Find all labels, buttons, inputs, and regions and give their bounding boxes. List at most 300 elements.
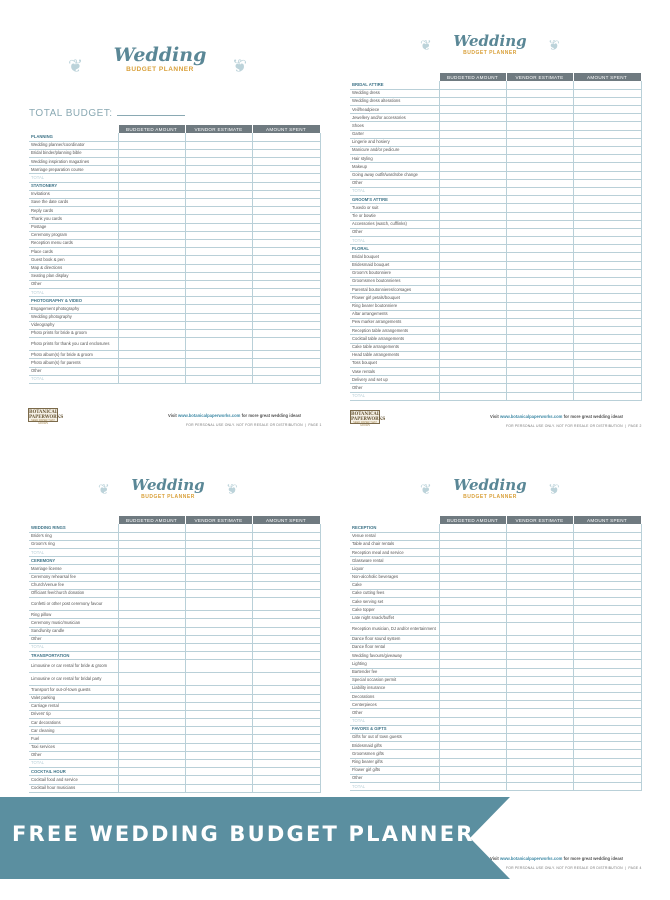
amount-cell[interactable] (118, 694, 185, 702)
amount-cell[interactable] (118, 256, 185, 264)
amount-cell[interactable] (185, 367, 252, 375)
amount-cell[interactable] (118, 289, 185, 297)
amount-cell[interactable] (439, 622, 506, 635)
amount-cell[interactable] (252, 367, 320, 375)
amount-cell[interactable] (252, 248, 320, 256)
amount-cell[interactable] (252, 652, 320, 660)
amount-cell[interactable] (118, 532, 185, 540)
amount-cell[interactable] (439, 652, 506, 660)
amount-cell[interactable] (506, 245, 573, 253)
amount-cell[interactable] (439, 540, 506, 548)
amount-cell[interactable] (185, 190, 252, 198)
amount-cell[interactable] (573, 532, 641, 540)
amount-cell[interactable] (118, 248, 185, 256)
amount-cell[interactable] (118, 702, 185, 710)
amount-cell[interactable] (439, 204, 506, 212)
amount-cell[interactable] (506, 392, 573, 400)
amount-cell[interactable] (439, 643, 506, 651)
amount-cell[interactable] (185, 719, 252, 727)
amount-cell[interactable] (506, 114, 573, 122)
amount-cell[interactable] (439, 286, 506, 294)
amount-cell[interactable] (506, 384, 573, 392)
amount-cell[interactable] (185, 359, 252, 367)
amount-cell[interactable] (185, 133, 252, 141)
amount-cell[interactable] (506, 717, 573, 725)
amount-cell[interactable] (185, 751, 252, 759)
amount-cell[interactable] (118, 524, 185, 532)
amount-cell[interactable] (252, 375, 320, 383)
amount-cell[interactable] (252, 351, 320, 359)
amount-cell[interactable] (252, 158, 320, 166)
amount-cell[interactable] (185, 532, 252, 540)
amount-cell[interactable] (573, 668, 641, 676)
amount-cell[interactable] (506, 318, 573, 326)
amount-cell[interactable] (573, 278, 641, 286)
amount-cell[interactable] (573, 97, 641, 105)
amount-cell[interactable] (439, 734, 506, 742)
amount-cell[interactable] (439, 253, 506, 261)
amount-cell[interactable] (573, 114, 641, 122)
amount-cell[interactable] (185, 598, 252, 611)
amount-cell[interactable] (118, 239, 185, 247)
amount-cell[interactable] (252, 182, 320, 190)
amount-cell[interactable] (506, 532, 573, 540)
amount-cell[interactable] (118, 540, 185, 548)
amount-cell[interactable] (118, 321, 185, 329)
amount-cell[interactable] (439, 237, 506, 245)
amount-cell[interactable] (506, 524, 573, 532)
amount-cell[interactable] (573, 581, 641, 589)
amount-cell[interactable] (252, 166, 320, 174)
amount-cell[interactable] (118, 297, 185, 305)
amount-cell[interactable] (573, 606, 641, 614)
amount-cell[interactable] (118, 710, 185, 718)
amount-cell[interactable] (118, 619, 185, 627)
amount-cell[interactable] (252, 272, 320, 280)
amount-cell[interactable] (506, 335, 573, 343)
amount-cell[interactable] (439, 376, 506, 384)
amount-cell[interactable] (118, 735, 185, 743)
amount-cell[interactable] (573, 351, 641, 359)
amount-cell[interactable] (185, 305, 252, 313)
amount-cell[interactable] (439, 693, 506, 701)
amount-cell[interactable] (439, 89, 506, 97)
amount-cell[interactable] (439, 368, 506, 376)
amount-cell[interactable] (573, 758, 641, 766)
amount-cell[interactable] (506, 269, 573, 277)
amount-cell[interactable] (573, 204, 641, 212)
amount-cell[interactable] (185, 710, 252, 718)
amount-cell[interactable] (573, 783, 641, 791)
amount-cell[interactable] (118, 760, 185, 768)
amount-cell[interactable] (439, 327, 506, 335)
amount-cell[interactable] (506, 573, 573, 581)
amount-cell[interactable] (506, 179, 573, 187)
amount-cell[interactable] (573, 384, 641, 392)
amount-cell[interactable] (252, 751, 320, 759)
amount-cell[interactable] (252, 776, 320, 784)
amount-cell[interactable] (573, 187, 641, 195)
amount-cell[interactable] (573, 130, 641, 138)
amount-cell[interactable] (506, 196, 573, 204)
amount-cell[interactable] (252, 256, 320, 264)
amount-cell[interactable] (185, 581, 252, 589)
amount-cell[interactable] (185, 280, 252, 288)
amount-cell[interactable] (118, 635, 185, 643)
amount-cell[interactable] (185, 619, 252, 627)
amount-cell[interactable] (573, 171, 641, 179)
amount-cell[interactable] (439, 294, 506, 302)
amount-cell[interactable] (118, 590, 185, 598)
amount-cell[interactable] (573, 643, 641, 651)
amount-cell[interactable] (506, 204, 573, 212)
amount-cell[interactable] (118, 330, 185, 338)
amount-cell[interactable] (573, 147, 641, 155)
amount-cell[interactable] (439, 549, 506, 557)
amount-cell[interactable] (185, 540, 252, 548)
amount-cell[interactable] (252, 619, 320, 627)
amount-cell[interactable] (118, 367, 185, 375)
amount-cell[interactable] (252, 338, 320, 351)
amount-cell[interactable] (573, 335, 641, 343)
amount-cell[interactable] (185, 694, 252, 702)
amount-cell[interactable] (118, 581, 185, 589)
amount-cell[interactable] (439, 318, 506, 326)
amount-cell[interactable] (252, 565, 320, 573)
amount-cell[interactable] (439, 581, 506, 589)
amount-cell[interactable] (573, 106, 641, 114)
amount-cell[interactable] (573, 725, 641, 733)
amount-cell[interactable] (118, 727, 185, 735)
amount-cell[interactable] (185, 776, 252, 784)
amount-cell[interactable] (506, 742, 573, 750)
amount-cell[interactable] (118, 264, 185, 272)
amount-cell[interactable] (185, 272, 252, 280)
amount-cell[interactable] (573, 81, 641, 89)
amount-cell[interactable] (439, 187, 506, 195)
amount-cell[interactable] (439, 261, 506, 269)
amount-cell[interactable] (118, 652, 185, 660)
amount-cell[interactable] (252, 694, 320, 702)
amount-cell[interactable] (506, 212, 573, 220)
amount-cell[interactable] (573, 179, 641, 187)
amount-cell[interactable] (439, 774, 506, 782)
amount-cell[interactable] (506, 652, 573, 660)
amount-cell[interactable] (573, 622, 641, 635)
amount-cell[interactable] (118, 751, 185, 759)
amount-cell[interactable] (439, 114, 506, 122)
amount-cell[interactable] (573, 565, 641, 573)
amount-cell[interactable] (573, 359, 641, 367)
amount-cell[interactable] (252, 532, 320, 540)
amount-cell[interactable] (252, 199, 320, 207)
amount-cell[interactable] (439, 750, 506, 758)
amount-cell[interactable] (506, 81, 573, 89)
amount-cell[interactable] (573, 122, 641, 130)
amount-cell[interactable] (439, 392, 506, 400)
amount-cell[interactable] (439, 138, 506, 146)
amount-cell[interactable] (506, 351, 573, 359)
amount-cell[interactable] (185, 321, 252, 329)
amount-cell[interactable] (506, 106, 573, 114)
amount-cell[interactable] (506, 138, 573, 146)
amount-cell[interactable] (573, 684, 641, 692)
amount-cell[interactable] (118, 719, 185, 727)
amount-cell[interactable] (252, 743, 320, 751)
amount-cell[interactable] (185, 643, 252, 651)
amount-cell[interactable] (573, 138, 641, 146)
amount-cell[interactable] (439, 660, 506, 668)
amount-cell[interactable] (185, 351, 252, 359)
amount-cell[interactable] (185, 158, 252, 166)
amount-cell[interactable] (118, 338, 185, 351)
amount-cell[interactable] (506, 302, 573, 310)
amount-cell[interactable] (439, 614, 506, 622)
amount-cell[interactable] (185, 264, 252, 272)
amount-cell[interactable] (573, 614, 641, 622)
amount-cell[interactable] (573, 220, 641, 228)
amount-cell[interactable] (506, 734, 573, 742)
amount-cell[interactable] (118, 305, 185, 313)
amount-cell[interactable] (252, 660, 320, 673)
amount-cell[interactable] (506, 253, 573, 261)
amount-cell[interactable] (573, 734, 641, 742)
amount-cell[interactable] (439, 532, 506, 540)
amount-cell[interactable] (573, 701, 641, 709)
amount-cell[interactable] (439, 598, 506, 606)
amount-cell[interactable] (252, 719, 320, 727)
amount-cell[interactable] (185, 289, 252, 297)
amount-cell[interactable] (118, 549, 185, 557)
amount-cell[interactable] (506, 701, 573, 709)
amount-cell[interactable] (252, 735, 320, 743)
amount-cell[interactable] (252, 141, 320, 149)
amount-cell[interactable] (506, 155, 573, 163)
amount-cell[interactable] (185, 239, 252, 247)
amount-cell[interactable] (573, 590, 641, 598)
amount-cell[interactable] (118, 174, 185, 182)
amount-cell[interactable] (185, 207, 252, 215)
amount-cell[interactable] (506, 310, 573, 318)
amount-cell[interactable] (185, 141, 252, 149)
amount-cell[interactable] (573, 709, 641, 717)
amount-cell[interactable] (439, 122, 506, 130)
amount-cell[interactable] (439, 196, 506, 204)
amount-cell[interactable] (252, 239, 320, 247)
amount-cell[interactable] (439, 359, 506, 367)
amount-cell[interactable] (506, 163, 573, 171)
amount-cell[interactable] (573, 717, 641, 725)
amount-cell[interactable] (439, 524, 506, 532)
amount-cell[interactable] (118, 673, 185, 686)
amount-cell[interactable] (506, 228, 573, 236)
amount-cell[interactable] (185, 174, 252, 182)
amount-cell[interactable] (252, 359, 320, 367)
amount-cell[interactable] (506, 327, 573, 335)
amount-cell[interactable] (185, 549, 252, 557)
amount-cell[interactable] (252, 540, 320, 548)
footer-url[interactable]: www.botanicalpaperworks.com (499, 856, 563, 861)
amount-cell[interactable] (439, 269, 506, 277)
amount-cell[interactable] (185, 166, 252, 174)
amount-cell[interactable] (506, 171, 573, 179)
amount-cell[interactable] (252, 686, 320, 694)
amount-cell[interactable] (118, 557, 185, 565)
amount-cell[interactable] (439, 606, 506, 614)
amount-cell[interactable] (252, 207, 320, 215)
amount-cell[interactable] (573, 196, 641, 204)
amount-cell[interactable] (252, 611, 320, 619)
amount-cell[interactable] (185, 784, 252, 792)
amount-cell[interactable] (252, 190, 320, 198)
amount-cell[interactable] (185, 215, 252, 223)
amount-cell[interactable] (439, 565, 506, 573)
amount-cell[interactable] (185, 590, 252, 598)
amount-cell[interactable] (506, 565, 573, 573)
amount-cell[interactable] (506, 343, 573, 351)
amount-cell[interactable] (573, 652, 641, 660)
amount-cell[interactable] (573, 660, 641, 668)
amount-cell[interactable] (185, 231, 252, 239)
amount-cell[interactable] (573, 774, 641, 782)
amount-cell[interactable] (439, 725, 506, 733)
amount-cell[interactable] (118, 776, 185, 784)
amount-cell[interactable] (118, 768, 185, 776)
amount-cell[interactable] (185, 573, 252, 581)
amount-cell[interactable] (118, 199, 185, 207)
amount-cell[interactable] (573, 524, 641, 532)
amount-cell[interactable] (252, 643, 320, 651)
amount-cell[interactable] (573, 549, 641, 557)
amount-cell[interactable] (439, 179, 506, 187)
amount-cell[interactable] (185, 149, 252, 157)
amount-cell[interactable] (118, 660, 185, 673)
amount-cell[interactable] (573, 750, 641, 758)
amount-cell[interactable] (252, 264, 320, 272)
amount-cell[interactable] (506, 676, 573, 684)
amount-cell[interactable] (185, 524, 252, 532)
amount-cell[interactable] (252, 573, 320, 581)
amount-cell[interactable] (252, 215, 320, 223)
amount-cell[interactable] (506, 549, 573, 557)
amount-cell[interactable] (506, 294, 573, 302)
amount-cell[interactable] (118, 182, 185, 190)
amount-cell[interactable] (118, 643, 185, 651)
amount-cell[interactable] (185, 686, 252, 694)
amount-cell[interactable] (506, 581, 573, 589)
amount-cell[interactable] (573, 286, 641, 294)
amount-cell[interactable] (185, 199, 252, 207)
amount-cell[interactable] (506, 359, 573, 367)
amount-cell[interactable] (573, 261, 641, 269)
amount-cell[interactable] (118, 359, 185, 367)
amount-cell[interactable] (506, 660, 573, 668)
amount-cell[interactable] (118, 223, 185, 231)
amount-cell[interactable] (185, 182, 252, 190)
amount-cell[interactable] (185, 297, 252, 305)
amount-cell[interactable] (573, 269, 641, 277)
amount-cell[interactable] (573, 237, 641, 245)
amount-cell[interactable] (252, 549, 320, 557)
amount-cell[interactable] (573, 302, 641, 310)
amount-cell[interactable] (118, 133, 185, 141)
amount-cell[interactable] (506, 750, 573, 758)
amount-cell[interactable] (506, 614, 573, 622)
amount-cell[interactable] (506, 693, 573, 701)
amount-cell[interactable] (185, 743, 252, 751)
amount-cell[interactable] (439, 684, 506, 692)
amount-cell[interactable] (439, 302, 506, 310)
amount-cell[interactable] (439, 212, 506, 220)
amount-cell[interactable] (118, 784, 185, 792)
amount-cell[interactable] (185, 375, 252, 383)
amount-cell[interactable] (506, 590, 573, 598)
amount-cell[interactable] (439, 717, 506, 725)
amount-cell[interactable] (506, 261, 573, 269)
amount-cell[interactable] (439, 573, 506, 581)
amount-cell[interactable] (573, 228, 641, 236)
amount-cell[interactable] (506, 766, 573, 774)
amount-cell[interactable] (506, 684, 573, 692)
amount-cell[interactable] (573, 155, 641, 163)
amount-cell[interactable] (252, 289, 320, 297)
amount-cell[interactable] (506, 97, 573, 105)
amount-cell[interactable] (439, 147, 506, 155)
amount-cell[interactable] (252, 133, 320, 141)
amount-cell[interactable] (118, 351, 185, 359)
amount-cell[interactable] (185, 557, 252, 565)
amount-cell[interactable] (573, 327, 641, 335)
amount-cell[interactable] (118, 743, 185, 751)
amount-cell[interactable] (185, 768, 252, 776)
amount-cell[interactable] (252, 223, 320, 231)
amount-cell[interactable] (185, 702, 252, 710)
amount-cell[interactable] (439, 557, 506, 565)
amount-cell[interactable] (439, 384, 506, 392)
amount-cell[interactable] (118, 280, 185, 288)
amount-cell[interactable] (439, 163, 506, 171)
amount-cell[interactable] (439, 220, 506, 228)
amount-cell[interactable] (506, 643, 573, 651)
amount-cell[interactable] (439, 97, 506, 105)
amount-cell[interactable] (252, 280, 320, 288)
amount-cell[interactable] (573, 376, 641, 384)
amount-cell[interactable] (185, 735, 252, 743)
amount-cell[interactable] (573, 557, 641, 565)
amount-cell[interactable] (439, 758, 506, 766)
amount-cell[interactable] (439, 742, 506, 750)
amount-cell[interactable] (573, 163, 641, 171)
amount-cell[interactable] (439, 701, 506, 709)
amount-cell[interactable] (573, 635, 641, 643)
amount-cell[interactable] (118, 158, 185, 166)
amount-cell[interactable] (506, 774, 573, 782)
amount-cell[interactable] (573, 212, 641, 220)
amount-cell[interactable] (439, 81, 506, 89)
amount-cell[interactable] (439, 130, 506, 138)
amount-cell[interactable] (252, 321, 320, 329)
amount-cell[interactable] (439, 351, 506, 359)
amount-cell[interactable] (439, 310, 506, 318)
amount-cell[interactable] (185, 673, 252, 686)
amount-cell[interactable] (252, 149, 320, 157)
amount-cell[interactable] (439, 278, 506, 286)
amount-cell[interactable] (185, 627, 252, 635)
amount-cell[interactable] (506, 376, 573, 384)
amount-cell[interactable] (252, 174, 320, 182)
amount-cell[interactable] (185, 611, 252, 619)
amount-cell[interactable] (506, 622, 573, 635)
